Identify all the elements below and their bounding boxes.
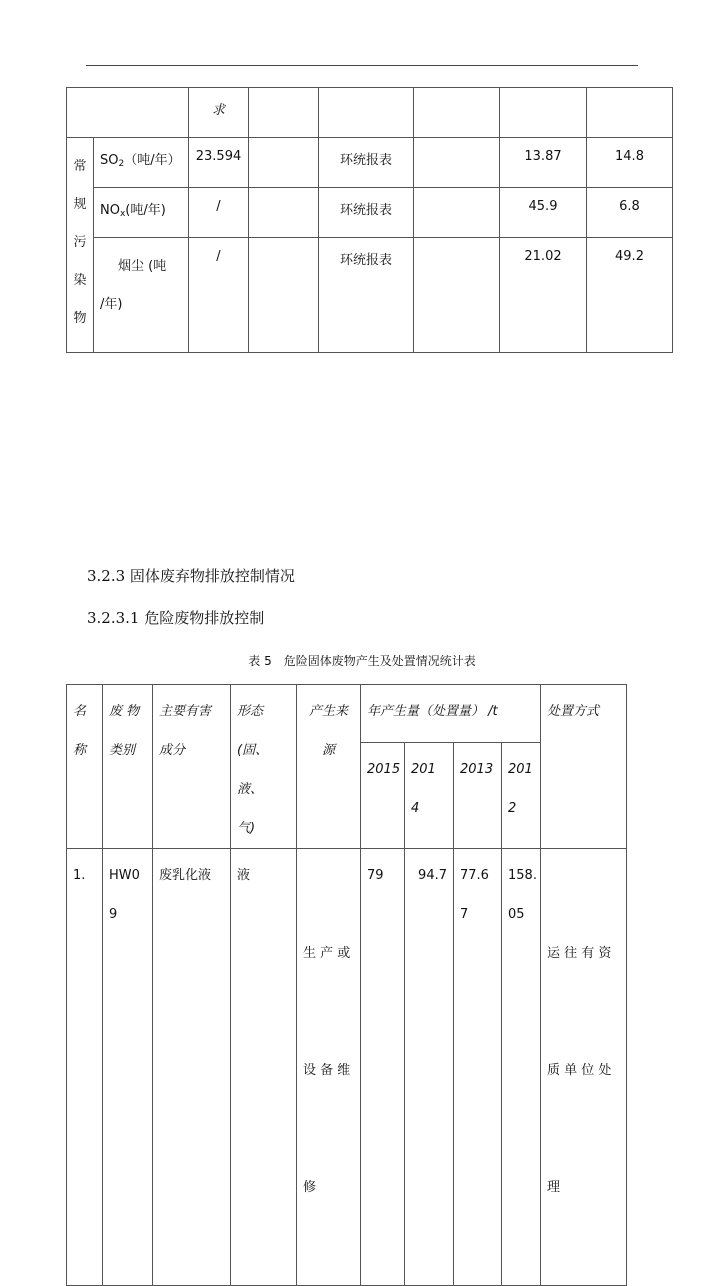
- header-text: 4: [411, 800, 420, 816]
- header-text: 类别: [109, 743, 136, 758]
- header-rule: [86, 65, 638, 66]
- pollutant-subscript: 2: [118, 159, 125, 169]
- table-cell: [414, 88, 500, 138]
- table-cell: [454, 849, 502, 1286]
- header-year: [502, 742, 541, 848]
- cell-text: 7: [460, 907, 469, 922]
- table-cell: [587, 88, 673, 138]
- table-caption: 表 5 危险固体废物产生及处置情况统计表: [248, 654, 476, 668]
- cell-text: 158.: [508, 868, 537, 883]
- pollutant-table: [66, 87, 673, 353]
- category-char: 常: [73, 159, 87, 174]
- table-cell: [249, 238, 319, 353]
- source-cell: 环统报表: [319, 138, 414, 188]
- cell-text: 质 单 位 处: [547, 1063, 612, 1078]
- header-text: 2015: [367, 761, 401, 777]
- cell-text: 修: [303, 1180, 317, 1195]
- header-text: (固、液、: [237, 743, 269, 797]
- table-cell: [67, 88, 189, 138]
- pollutant-cell: [94, 138, 189, 188]
- header-name: [67, 685, 103, 849]
- header-text: 产生来: [308, 704, 348, 719]
- table-cell: [414, 188, 500, 238]
- header-origin: [297, 685, 361, 849]
- limit-cell: /: [189, 188, 249, 238]
- table-cell: 1.: [67, 849, 103, 1286]
- table-header-row: [67, 685, 627, 743]
- section-heading: 3.2.3 固体废弃物排放控制情况: [87, 567, 295, 585]
- cell-text: 9: [109, 907, 118, 922]
- header-text: 201: [508, 761, 533, 777]
- category-cell: [67, 138, 94, 353]
- table-cell: 79: [361, 849, 405, 1286]
- header-text: 2013: [460, 761, 494, 777]
- value-cell: 49.2: [587, 238, 673, 353]
- table-cell: [414, 238, 500, 353]
- pollutant-subscript: x: [119, 209, 126, 219]
- table-cell: 求: [189, 88, 249, 138]
- cell-text: 05: [508, 907, 525, 922]
- value-cell: 14.8: [587, 138, 673, 188]
- table-row: [67, 188, 673, 238]
- cell-text: 生 产 或: [303, 946, 351, 961]
- pollutant-unit: (吨/年): [125, 203, 166, 218]
- table-cell: [249, 138, 319, 188]
- header-year: [405, 742, 454, 848]
- table-row: [67, 238, 673, 353]
- table-cell: 液: [231, 849, 297, 1286]
- category-char: 规: [73, 197, 87, 212]
- header-text: 形态: [237, 704, 264, 719]
- header-component: [153, 685, 231, 849]
- hazardous-waste-table: [66, 684, 627, 1286]
- table-cell: [319, 88, 414, 138]
- table-cell: 废乳化液: [153, 849, 231, 1286]
- header-year: [361, 742, 405, 848]
- header-text: 气): [237, 821, 256, 836]
- header-disposal: 处置方式: [541, 685, 627, 849]
- table-row: [67, 88, 673, 138]
- source-cell: 环统报表: [319, 188, 414, 238]
- header-text: 废 物: [109, 704, 140, 719]
- header-text: 2: [508, 800, 517, 816]
- cell-text: 77.6: [460, 868, 489, 883]
- header-year: [454, 742, 502, 848]
- table-cell: [103, 849, 153, 1286]
- header-category: [103, 685, 153, 849]
- header-form: [231, 685, 297, 849]
- table-cell: [541, 849, 627, 1286]
- source-cell: 环统报表: [319, 238, 414, 353]
- header-text: 成分: [159, 743, 186, 758]
- pollutant-cell: [94, 238, 189, 353]
- table-cell: [414, 138, 500, 188]
- header-text: 201: [411, 761, 436, 777]
- table-cell: 94.7: [405, 849, 454, 1286]
- category-char: 染: [73, 273, 87, 288]
- table-cell: [297, 849, 361, 1286]
- limit-cell: 23.594: [189, 138, 249, 188]
- value-cell: 45.9: [500, 188, 587, 238]
- pollutant-label: SO: [100, 153, 119, 168]
- table-row: [67, 849, 627, 1286]
- cell-text: 设 备 维: [303, 1063, 351, 1078]
- header-text: 源: [321, 743, 335, 758]
- cell-text: 运 往 有 资: [547, 946, 612, 961]
- value-cell: 21.02: [500, 238, 587, 353]
- header-text: 主要有害: [159, 704, 212, 719]
- pollutant-cell: [94, 188, 189, 238]
- value-cell: 13.87: [500, 138, 587, 188]
- table-cell: [502, 849, 541, 1286]
- cell-text: 理: [547, 1180, 561, 1195]
- pollutant-label: NO: [100, 203, 120, 218]
- header-annual: 年产生量（处置量） /t: [361, 685, 541, 743]
- header-text: 称: [73, 743, 87, 758]
- header-text: 名: [73, 704, 87, 719]
- cell-text: HW0: [109, 868, 140, 883]
- pollutant-label: 烟尘 (吨: [118, 259, 167, 274]
- category-char: 污: [73, 235, 87, 250]
- table-cell: [249, 188, 319, 238]
- value-cell: 6.8: [587, 188, 673, 238]
- pollutant-label: /年): [100, 297, 123, 312]
- table-cell: [249, 88, 319, 138]
- table-cell: [500, 88, 587, 138]
- category-char: 物: [73, 311, 87, 326]
- limit-cell: /: [189, 238, 249, 353]
- table-row: [67, 138, 673, 188]
- pollutant-unit: （吨/年）: [124, 153, 181, 168]
- subsection-heading: 3.2.3.1 危险废物排放控制: [87, 609, 265, 627]
